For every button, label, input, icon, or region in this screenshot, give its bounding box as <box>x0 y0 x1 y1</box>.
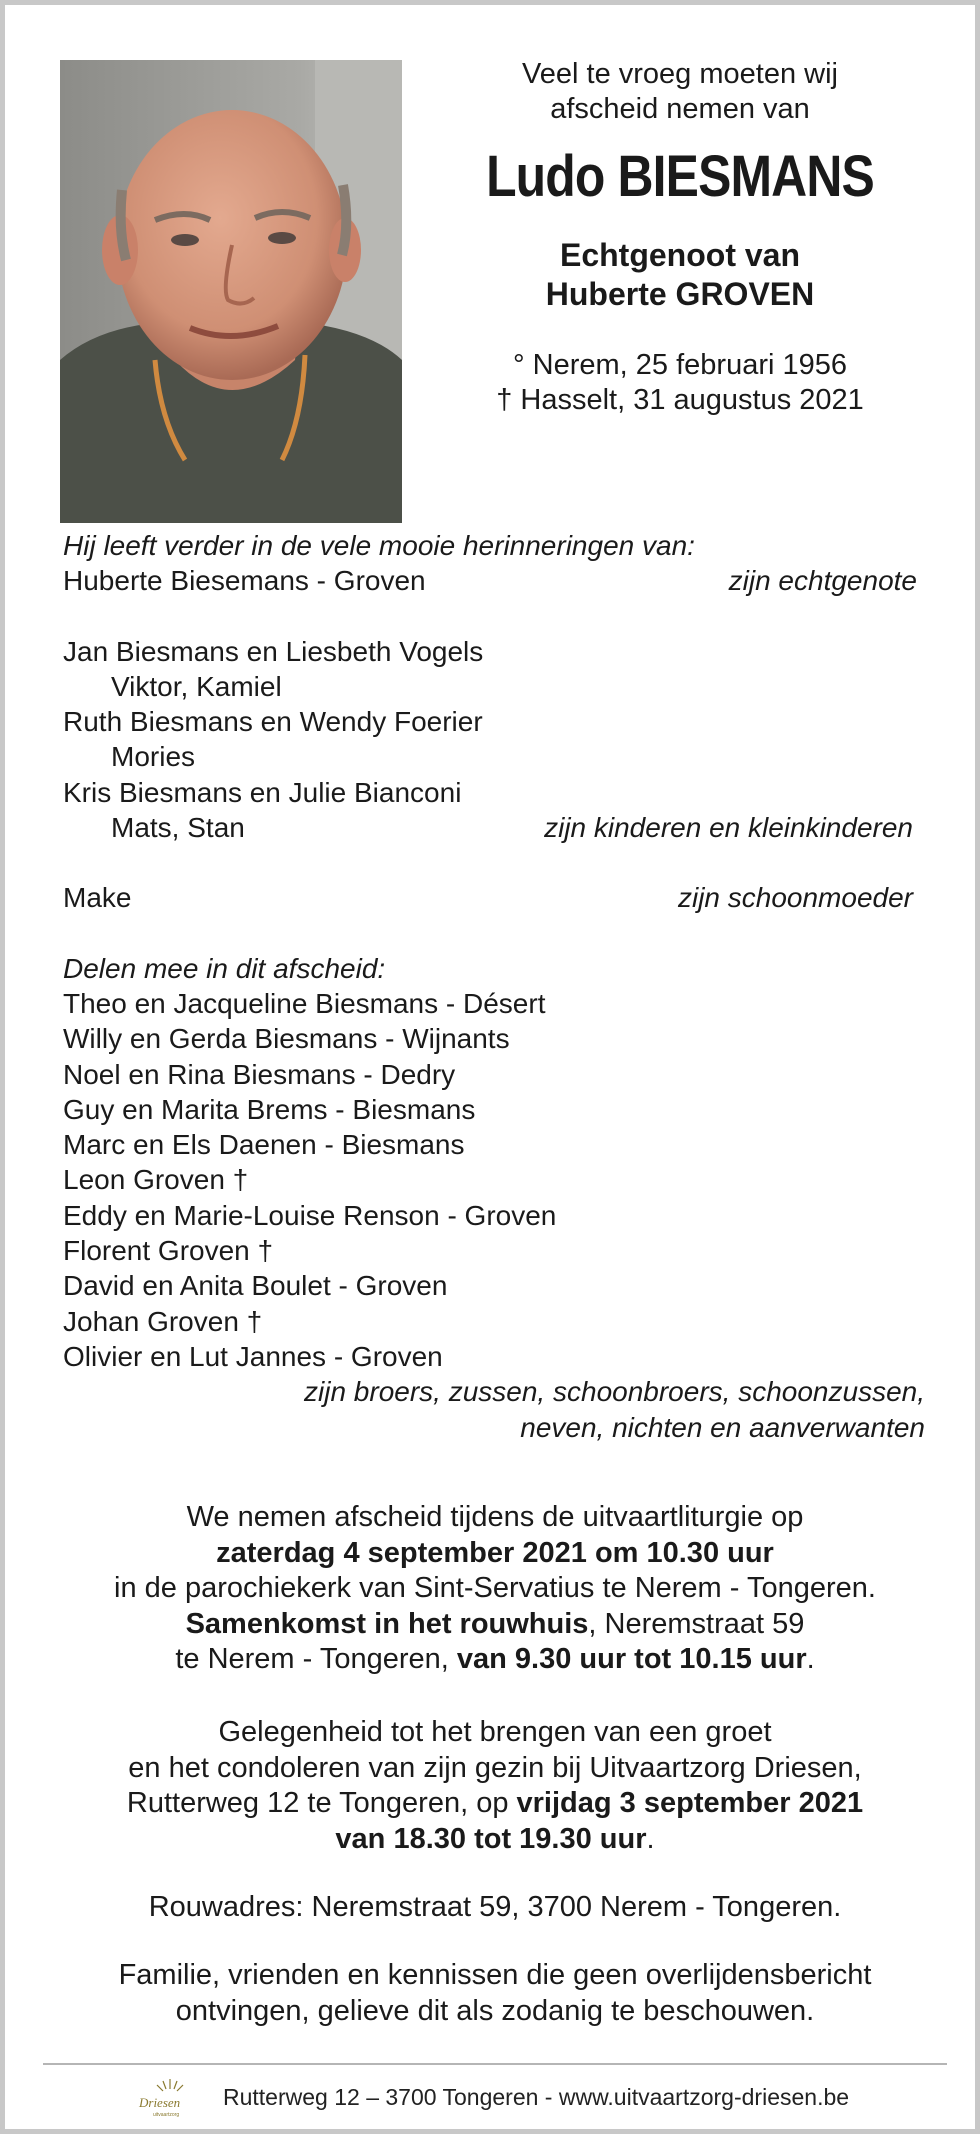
mourners-intro: Hij leeft verder in de vele mooie herinneringen van: <box>63 530 695 561</box>
relative-item: Olivier en Lut Jannes - Groven <box>63 1340 443 1372</box>
death-date: † Hasselt, 31 augustus 2021 <box>496 384 864 416</box>
funeral-info <box>45 1500 945 1678</box>
child-3: Kris Biesmans en Julie Bianconi <box>63 776 462 808</box>
funeral-date: zaterdag 4 september 2021 om 10.30 uur <box>216 1536 774 1569</box>
funeral-home-logo <box>135 2075 205 2120</box>
mother-in-law-name: Make <box>63 882 132 914</box>
intro-text <box>445 57 915 127</box>
relative-item: David en Anita Boulet - Groven <box>63 1270 448 1302</box>
children-role: zijn kinderen en kleinkinderen <box>544 812 913 844</box>
logo-text: Driesen <box>139 2095 181 2110</box>
footer-divider <box>43 2063 947 2065</box>
relative-item: Willy en Gerda Biesmans - Wijnants <box>63 1023 510 1055</box>
condolence-date: vrijdag 3 september 2021 <box>516 1787 864 1819</box>
gathering-line <box>45 1607 945 1643</box>
notice-line-1: Familie, vrienden en kennissen die geen overlijdensbericht <box>118 1959 872 1991</box>
children-role-row <box>63 810 925 845</box>
life-dates <box>445 348 915 418</box>
relatives-role-2: neven, nichten en aanverwanten <box>520 1411 925 1443</box>
spouse-row <box>63 563 925 598</box>
condolence-line-2: en het condoleren van zijn gezin bij Uitvaartzorg Driesen, <box>128 1751 862 1784</box>
condolence-time: van 18.30 tot 19.30 uur <box>335 1822 647 1855</box>
relative-item: Leon Groven † <box>63 1164 249 1196</box>
funeral-location: in de parochiekerk van Sint-Servatius te Nerem - Tongeren. <box>114 1572 876 1604</box>
relatives-role-1: zijn broers, zussen, schoonbroers, schoonzussen, <box>304 1376 925 1408</box>
footer-contact: Rutterweg 12 – 3700 Tongeren - www.uitvaartzorg-driesen.be <box>223 2084 850 2110</box>
child-1: Jan Biesmans en Liesbeth Vogels <box>63 635 484 667</box>
gathering-address: , Neremstraat 59 <box>588 1607 805 1640</box>
relative-item: Eddy en Marie-Louise Renson - Groven <box>63 1199 557 1231</box>
relative-item: Guy en Marita Brems - Biesmans <box>63 1093 476 1125</box>
intro-line-1: Veel te vroeg moeten wij <box>522 58 838 90</box>
relative-item: Noel en Rina Biesmans - Dedry <box>63 1058 456 1090</box>
gathering-period: . <box>806 1643 815 1675</box>
spouse-line-1: Echtgenoot van <box>559 237 800 273</box>
gathering-label: Samenkomst in het rouwhuis <box>185 1607 589 1640</box>
gathering-time-line <box>45 1642 945 1678</box>
relative-item: Theo en Jacqueline Biesmans - Désert <box>63 987 546 1019</box>
birth-date: ° Nerem, 25 februari 1956 <box>513 349 847 381</box>
mourners-list <box>63 528 925 1445</box>
portrait-photo <box>60 60 402 523</box>
grandchildren-3: Mats, Stan <box>111 812 245 844</box>
notice-line-2: ontvingen, gelieve dit als zodanig te beschouwen. <box>175 1994 815 2027</box>
relative-item: Florent Groven † <box>63 1235 274 1267</box>
grandchildren-2: Mories <box>111 741 196 773</box>
spouse-block <box>445 236 915 314</box>
child-2: Ruth Biesmans en Wendy Foerier <box>63 706 483 738</box>
condolence-line-4 <box>45 1822 945 1858</box>
spouse-line-2: Huberte GROVEN <box>545 276 815 312</box>
intro-line-2: afscheid nemen van <box>550 93 810 125</box>
funeral-line-1: We nemen afscheid tijdens de uitvaartliturgie op <box>186 1501 804 1533</box>
condolence-line-3 <box>45 1786 945 1822</box>
grandchildren-1: Viktor, Kamiel <box>111 670 282 702</box>
gathering-place: te Nerem - Tongeren, <box>175 1643 457 1675</box>
relative-item: Johan Groven † <box>63 1305 263 1337</box>
logo-subtext: uitvaartzorg <box>153 2112 180 2118</box>
mourning-address: Rouwadres: Neremstraat 59, 3700 Nerem - Tongeren. <box>148 1891 842 1923</box>
header-block <box>445 57 915 418</box>
share-intro: Delen mee in dit afscheid: <box>63 952 386 984</box>
notice-text <box>45 1958 945 2029</box>
relative-item: Marc en Els Daenen - Biesmans <box>63 1129 465 1161</box>
condolence-period: . <box>646 1822 655 1855</box>
footer <box>135 2075 915 2120</box>
condolence-place: Rutterweg 12 te Tongeren, op <box>126 1787 517 1819</box>
deceased-name: Ludo BIESMANS <box>486 144 874 209</box>
condolence-line-1: Gelegenheid tot het brengen van een groet <box>218 1716 772 1748</box>
portrait-photo-icon <box>60 60 402 523</box>
condolence-info <box>45 1715 945 1857</box>
mother-in-law-role: zijn schoonmoeder <box>677 882 913 914</box>
mother-in-law-row <box>63 880 925 915</box>
spouse-role: zijn echtgenote <box>728 565 917 597</box>
gathering-time: van 9.30 uur tot 10.15 uur <box>456 1643 807 1675</box>
spouse-name: Huberte Biesemans - Groven <box>63 565 426 597</box>
